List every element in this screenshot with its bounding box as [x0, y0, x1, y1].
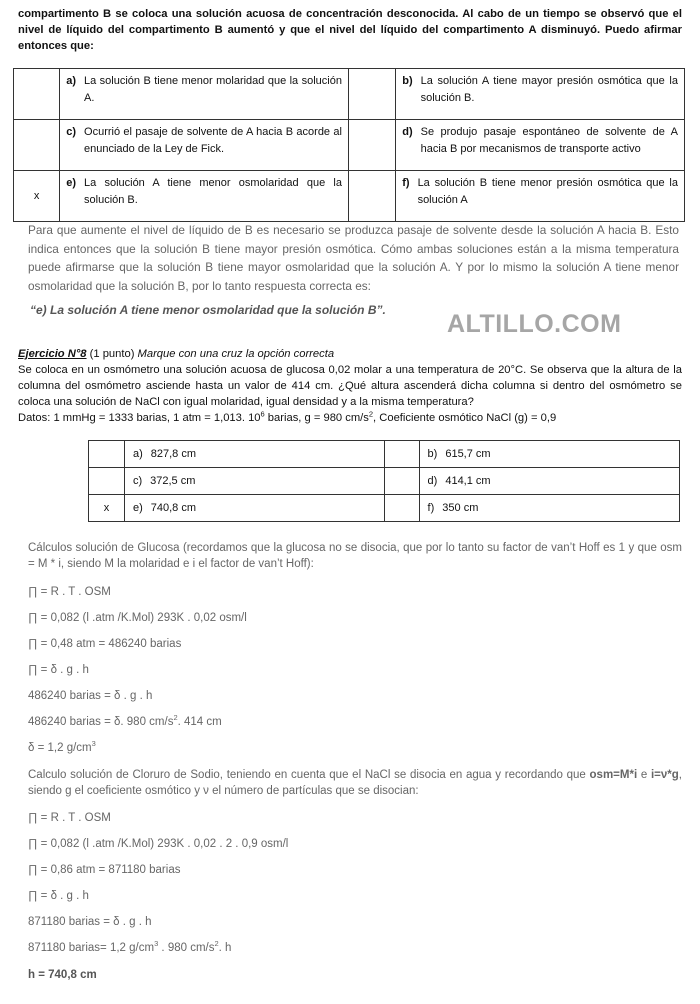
- glucose-calc-intro: Cálculos solución de Glucosa (recordamos que la glucosa no se disocia, que por lo tanto su factor de van’t Hoff es 1 y que osm = M * i, siendo M la molaridad e i el factor de van’t Hoff):: [28, 542, 682, 570]
- exercise-8: [18, 346, 682, 426]
- equation-exponent: 3: [154, 939, 159, 949]
- question-intro: compartimento B se coloca una solución acuosa de concentración desconocida. Al cabo de un tiempo se observó que el nivel de líquido del compartimento B aumentó y que el nivel del líquido del compartimento A disminuyó. Puedo afirmar entonces que:: [18, 8, 682, 52]
- equation-exponent: 2: [214, 939, 219, 949]
- equation-line: 871180 barias = δ . g . h: [28, 916, 152, 928]
- option-e: [60, 171, 349, 222]
- intro-formula: i=ν*g: [650, 769, 679, 781]
- option-text: 740,8 cm: [150, 502, 196, 514]
- answer-explanation: Para que aumente el nivel de líquido de B es necesario se produzca pasaje de solvente desde la solución A hacia B. Esto indica entonces que la solución B tiene mayor presión osmótica. Cómo ambas soluciones están a la misma temperatura puede afirmarse que la solución B tiene mayor osmolaridad que la solución A. Y por lo mismo la solución A tiene menor osmolaridad que la solución B, por lo tanto respuesta correcta es:: [28, 223, 679, 293]
- option-e: [124, 495, 384, 522]
- exercise-heading: [18, 346, 682, 362]
- answer-mark-cell[interactable]: [14, 69, 60, 120]
- equation-line: ∏ = R . T . OSM: [28, 812, 111, 824]
- answer-mark-cell[interactable]: x: [14, 171, 60, 222]
- option-c: [124, 468, 384, 495]
- answer-mark-cell[interactable]: [348, 171, 395, 222]
- option-c: [60, 120, 349, 171]
- option-text: 350 cm: [442, 502, 479, 514]
- equation-line: ∏ = 0,48 atm = 486240 barias: [28, 638, 182, 650]
- exercise-title: Ejercicio N°8: [18, 348, 87, 360]
- answer-mark-cell[interactable]: [89, 468, 125, 495]
- equation-text: . 980 cm/s: [158, 942, 215, 954]
- option-text: La solución B tiene menor molaridad que la solución A.: [84, 75, 342, 104]
- option-text: Se produjo pasaje espontáneo de solvente de A hacia B por mecanismos de transporte activo: [420, 126, 678, 155]
- exercise-points: (1 punto): [86, 348, 138, 360]
- option-text: 414,1 cm: [445, 475, 491, 487]
- answer-mark-cell[interactable]: [385, 468, 419, 495]
- data-text: barias, g = 980 cm/s: [264, 412, 369, 424]
- intro-text: e: [637, 769, 651, 781]
- exercise-instruction: Marque con una cruz la opción correcta: [137, 348, 335, 360]
- option-text: La solución B tiene menor presión osmótica que la solución A: [417, 177, 678, 206]
- data-text: Datos: 1 mmHg = 1333 barias, 1 atm = 1,013. 10: [18, 412, 261, 424]
- intro-text: , siendo g el coeficiente osmótico y ν el número de partículas que se disocian:: [28, 769, 682, 797]
- option-text: Ocurrió el pasaje de solvente de A hacia B acorde al enunciado de la Ley de Fick.: [84, 126, 342, 155]
- option-text: 827,8 cm: [150, 448, 196, 460]
- table-row: [89, 468, 680, 495]
- option-letter: a): [132, 448, 143, 460]
- option-f: [419, 495, 679, 522]
- option-letter: f): [427, 502, 435, 514]
- data-text: , Coeficiente osmótico NaCl (g) = 0,9: [373, 412, 557, 424]
- table-row: [89, 495, 680, 522]
- equation-text: . h: [218, 942, 232, 954]
- equation-line: [28, 940, 682, 956]
- option-text: 372,5 cm: [150, 475, 196, 487]
- equation-text: δ = 1,2 g/cm: [28, 742, 92, 754]
- equation-line: ∏ = δ . g . h: [28, 890, 89, 902]
- exercise-statement: Se coloca en un osmómetro una solución acuosa de glucosa 0,02 molar a una temperatura de 20°C. Se observa que la altura de la columna del osmómetro asciende hasta un valor de 414 cm. ¿Qué altura ascenderá dicha columna si dentro del osmómetro se coloca una solución de NaCl con igual molaridad, igual densidad y a la misma temperatura?: [18, 364, 682, 408]
- equation-line: ∏ = 0,082 (l .atm /K.Mol) 293K . 0,02 osm/l: [28, 612, 247, 624]
- nacl-calc-intro: [28, 767, 682, 799]
- equation-exponent: 3: [91, 739, 96, 749]
- equation-line: [28, 714, 682, 730]
- table-row: [89, 441, 680, 468]
- equation-exponent: 2: [173, 713, 178, 723]
- intro-text: Calculo solución de Cloruro de Sodio, teniendo en cuenta que el NaCl se disocia en agua y recordando que: [28, 769, 590, 781]
- option-letter: e): [132, 502, 143, 514]
- option-a: [60, 69, 349, 120]
- option-letter: a): [66, 75, 77, 87]
- option-text: La solución A tiene mayor presión osmótica que la solución B.: [420, 75, 678, 104]
- answer-mark-cell[interactable]: [348, 69, 395, 120]
- answer-mark-cell[interactable]: [348, 120, 395, 171]
- options-table-q8: [88, 440, 680, 522]
- table-row: [14, 171, 685, 222]
- option-text: 615,7 cm: [445, 448, 491, 460]
- table-row: [14, 69, 685, 120]
- option-a: [124, 441, 384, 468]
- final-result: h = 740,8 cm: [28, 969, 97, 981]
- option-d: [419, 468, 679, 495]
- answer-mark-cell[interactable]: [385, 441, 419, 468]
- answer-mark-cell[interactable]: x: [89, 495, 125, 522]
- options-table-q7: [13, 68, 685, 222]
- option-letter: c): [132, 475, 143, 487]
- equation-line: ∏ = R . T . OSM: [28, 586, 111, 598]
- option-d: [396, 120, 685, 171]
- option-letter: f): [402, 177, 410, 189]
- option-f: [396, 171, 685, 222]
- watermark-logo: ALTILLO.COM: [447, 310, 622, 338]
- data-exponent: 2: [368, 409, 374, 419]
- option-letter: d): [427, 475, 438, 487]
- equation-text: 871180 barias= 1,2 g/cm: [28, 942, 155, 954]
- answer-mark-cell[interactable]: [14, 120, 60, 171]
- data-exponent: 6: [260, 409, 265, 419]
- equation-line: ∏ = δ . g . h: [28, 664, 89, 676]
- answer-mark-cell[interactable]: [89, 441, 125, 468]
- exercise-data: [18, 410, 682, 426]
- equation-line: 486240 barias = δ . g . h: [28, 690, 153, 702]
- option-text: La solución A tiene menor osmolaridad que la solución B.: [84, 177, 342, 206]
- equation-line: [28, 740, 682, 756]
- equation-text: . 414 cm: [177, 716, 222, 728]
- option-letter: b): [402, 75, 413, 87]
- correct-answer: “e) La solución A tiene menor osmolaridad que la solución B”.: [30, 303, 386, 317]
- intro-formula: osm=M*i: [589, 769, 638, 781]
- option-letter: e): [66, 177, 77, 189]
- answer-mark-cell[interactable]: [385, 495, 419, 522]
- table-row: [14, 120, 685, 171]
- equation-line: ∏ = 0,082 (l .atm /K.Mol) 293K . 0,02 . 2 . 0,9 osm/l: [28, 838, 289, 850]
- option-b: [419, 441, 679, 468]
- equation-line: ∏ = 0,86 atm = 871180 barias: [28, 864, 181, 876]
- option-letter: c): [66, 126, 77, 138]
- equation-text: 486240 barias = δ. 980 cm/s: [28, 716, 174, 728]
- option-letter: d): [402, 126, 413, 138]
- option-b: [396, 69, 685, 120]
- option-letter: b): [427, 448, 438, 460]
